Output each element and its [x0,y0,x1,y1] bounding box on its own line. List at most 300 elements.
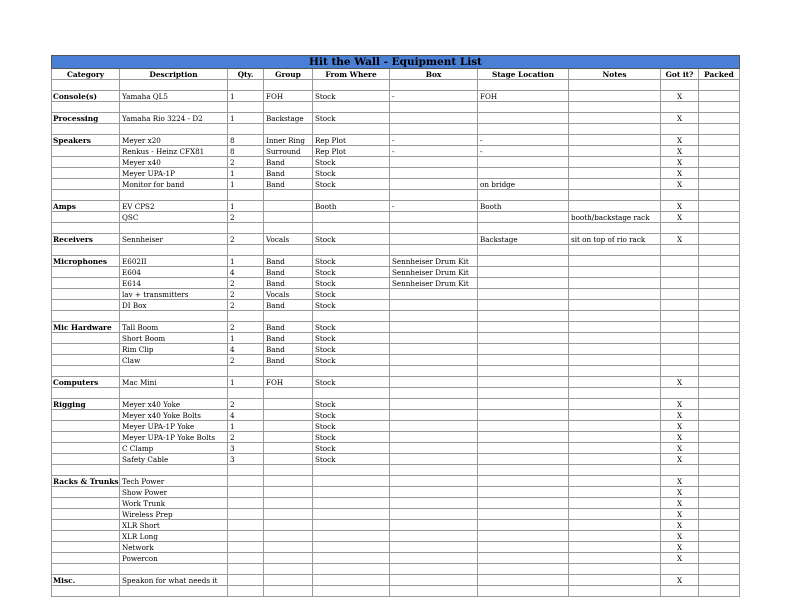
cell-category[interactable]: Speakers [52,135,120,146]
cell-description[interactable]: Meyer x40 Yoke Bolts [120,410,228,421]
cell-notes[interactable] [569,168,661,179]
cell-box[interactable] [390,113,478,124]
cell-group[interactable]: Band [264,256,313,267]
cell-got-it[interactable]: X [661,135,699,146]
cell-category[interactable] [52,542,120,553]
cell-notes[interactable] [569,322,661,333]
cell-stage-location[interactable] [478,553,569,564]
cell-got-it[interactable] [661,586,699,597]
cell-group[interactable]: Vocals [264,234,313,245]
cell-description[interactable]: Meyer UPA-1P Yoke Bolts [120,432,228,443]
cell-got-it[interactable]: X [661,91,699,102]
cell-from-where[interactable]: Stock [313,179,390,190]
cell-from-where[interactable] [313,366,390,377]
cell-notes[interactable] [569,432,661,443]
cell-qty[interactable]: 1 [228,201,264,212]
cell-packed[interactable] [699,333,740,344]
cell-from-where[interactable]: Stock [313,91,390,102]
cell-group[interactable] [264,124,313,135]
cell-from-where[interactable]: Stock [313,157,390,168]
cell-box[interactable] [390,377,478,388]
cell-notes[interactable] [569,487,661,498]
cell-group[interactable] [264,190,313,201]
cell-description[interactable] [120,564,228,575]
cell-category[interactable]: Mic Hardware [52,322,120,333]
cell-packed[interactable] [699,80,740,91]
cell-got-it[interactable]: X [661,168,699,179]
cell-got-it[interactable]: X [661,146,699,157]
cell-from-where[interactable] [313,388,390,399]
cell-from-where[interactable]: Stock [313,377,390,388]
cell-group[interactable] [264,102,313,113]
cell-notes[interactable] [569,223,661,234]
cell-stage-location[interactable] [478,124,569,135]
cell-qty[interactable] [228,102,264,113]
cell-category[interactable] [52,421,120,432]
cell-description[interactable]: EV CPS2 [120,201,228,212]
cell-category[interactable] [52,124,120,135]
cell-notes[interactable] [569,124,661,135]
cell-notes[interactable] [569,344,661,355]
cell-got-it[interactable] [661,256,699,267]
cell-group[interactable]: Vocals [264,289,313,300]
cell-group[interactable]: Band [264,157,313,168]
cell-description[interactable]: E614 [120,278,228,289]
cell-stage-location[interactable] [478,586,569,597]
cell-category[interactable]: Rigging [52,399,120,410]
cell-group[interactable] [264,366,313,377]
cell-category[interactable] [52,278,120,289]
cell-stage-location[interactable] [478,520,569,531]
cell-qty[interactable]: 4 [228,410,264,421]
cell-box[interactable] [390,520,478,531]
cell-notes[interactable] [569,267,661,278]
cell-got-it[interactable] [661,223,699,234]
cell-description[interactable] [120,388,228,399]
cell-group[interactable]: Band [264,333,313,344]
cell-qty[interactable] [228,586,264,597]
cell-packed[interactable] [699,443,740,454]
cell-qty[interactable]: 2 [228,278,264,289]
cell-from-where[interactable] [313,223,390,234]
cell-group[interactable] [264,575,313,586]
cell-notes[interactable] [569,476,661,487]
cell-got-it[interactable] [661,80,699,91]
cell-packed[interactable] [699,113,740,124]
cell-category[interactable] [52,487,120,498]
cell-group[interactable] [264,311,313,322]
cell-stage-location[interactable] [478,300,569,311]
cell-qty[interactable] [228,542,264,553]
cell-description[interactable]: Yamaha QL5 [120,91,228,102]
cell-category[interactable] [52,289,120,300]
cell-box[interactable] [390,322,478,333]
cell-from-where[interactable] [313,575,390,586]
cell-category[interactable] [52,520,120,531]
cell-stage-location[interactable] [478,498,569,509]
cell-from-where[interactable]: Stock [313,344,390,355]
cell-got-it[interactable] [661,344,699,355]
cell-packed[interactable] [699,520,740,531]
cell-notes[interactable] [569,564,661,575]
cell-box[interactable] [390,102,478,113]
cell-group[interactable] [264,586,313,597]
cell-from-where[interactable]: Stock [313,256,390,267]
cell-group[interactable] [264,443,313,454]
cell-qty[interactable]: 1 [228,333,264,344]
cell-box[interactable] [390,575,478,586]
cell-stage-location[interactable] [478,509,569,520]
cell-packed[interactable] [699,212,740,223]
cell-packed[interactable] [699,223,740,234]
cell-box[interactable] [390,465,478,476]
cell-packed[interactable] [699,289,740,300]
cell-category[interactable] [52,454,120,465]
cell-description[interactable]: Short Boom [120,333,228,344]
cell-qty[interactable]: 2 [228,399,264,410]
cell-from-where[interactable] [313,553,390,564]
cell-qty[interactable]: 1 [228,256,264,267]
cell-box[interactable] [390,564,478,575]
cell-notes[interactable] [569,245,661,256]
cell-category[interactable] [52,245,120,256]
cell-stage-location[interactable] [478,531,569,542]
cell-stage-location[interactable] [478,289,569,300]
cell-description[interactable]: lav + transmitters [120,289,228,300]
cell-category[interactable] [52,223,120,234]
cell-got-it[interactable]: X [661,487,699,498]
cell-got-it[interactable]: X [661,476,699,487]
cell-category[interactable] [52,267,120,278]
cell-qty[interactable]: 1 [228,113,264,124]
cell-packed[interactable] [699,399,740,410]
cell-description[interactable]: Work Trunk [120,498,228,509]
cell-box[interactable] [390,289,478,300]
cell-from-where[interactable] [313,465,390,476]
cell-box[interactable] [390,476,478,487]
cell-got-it[interactable] [661,190,699,201]
cell-qty[interactable]: 1 [228,168,264,179]
cell-notes[interactable] [569,91,661,102]
cell-description[interactable] [120,311,228,322]
cell-box[interactable]: - [390,201,478,212]
cell-packed[interactable] [699,157,740,168]
cell-box[interactable] [390,157,478,168]
cell-notes[interactable] [569,454,661,465]
cell-group[interactable]: FOH [264,377,313,388]
cell-notes[interactable] [569,421,661,432]
cell-box[interactable] [390,168,478,179]
cell-group[interactable] [264,223,313,234]
cell-category[interactable] [52,355,120,366]
cell-stage-location[interactable]: FOH [478,91,569,102]
cell-group[interactable] [264,553,313,564]
cell-group[interactable] [264,399,313,410]
cell-category[interactable] [52,168,120,179]
cell-group[interactable]: Band [264,278,313,289]
cell-description[interactable]: Show Power [120,487,228,498]
cell-packed[interactable] [699,366,740,377]
cell-packed[interactable] [699,267,740,278]
cell-got-it[interactable]: X [661,520,699,531]
cell-group[interactable]: Band [264,179,313,190]
cell-from-where[interactable]: Stock [313,355,390,366]
cell-notes[interactable] [569,300,661,311]
cell-category[interactable] [52,388,120,399]
cell-got-it[interactable]: X [661,553,699,564]
cell-stage-location[interactable] [478,322,569,333]
cell-qty[interactable]: 2 [228,355,264,366]
cell-category[interactable] [52,443,120,454]
cell-got-it[interactable] [661,267,699,278]
cell-qty[interactable] [228,553,264,564]
cell-qty[interactable] [228,575,264,586]
cell-stage-location[interactable] [478,256,569,267]
cell-description[interactable] [120,245,228,256]
cell-qty[interactable]: 4 [228,267,264,278]
cell-notes[interactable] [569,498,661,509]
cell-got-it[interactable]: X [661,113,699,124]
cell-stage-location[interactable] [478,333,569,344]
cell-got-it[interactable] [661,333,699,344]
cell-notes[interactable] [569,586,661,597]
cell-packed[interactable] [699,234,740,245]
cell-description[interactable]: Meyer x20 [120,135,228,146]
cell-box[interactable] [390,531,478,542]
cell-from-where[interactable] [313,476,390,487]
cell-qty[interactable] [228,476,264,487]
cell-group[interactable]: FOH [264,91,313,102]
cell-box[interactable] [390,443,478,454]
cell-group[interactable] [264,498,313,509]
cell-stage-location[interactable] [478,487,569,498]
cell-packed[interactable] [699,531,740,542]
cell-notes[interactable] [569,366,661,377]
cell-qty[interactable] [228,564,264,575]
cell-packed[interactable] [699,586,740,597]
cell-qty[interactable] [228,509,264,520]
cell-packed[interactable] [699,487,740,498]
cell-stage-location[interactable] [478,278,569,289]
cell-group[interactable]: Band [264,355,313,366]
cell-category[interactable]: Processing [52,113,120,124]
cell-qty[interactable] [228,465,264,476]
cell-notes[interactable] [569,443,661,454]
cell-stage-location[interactable] [478,113,569,124]
cell-group[interactable] [264,388,313,399]
cell-from-where[interactable]: Stock [313,454,390,465]
cell-stage-location[interactable]: on bridge [478,179,569,190]
cell-stage-location[interactable] [478,223,569,234]
cell-notes[interactable] [569,179,661,190]
cell-stage-location[interactable] [478,366,569,377]
cell-packed[interactable] [699,553,740,564]
cell-qty[interactable]: 8 [228,146,264,157]
cell-notes[interactable] [569,531,661,542]
cell-qty[interactable]: 3 [228,454,264,465]
cell-description[interactable]: Tech Power [120,476,228,487]
cell-from-where[interactable]: Stock [313,443,390,454]
cell-description[interactable] [120,124,228,135]
cell-category[interactable] [52,157,120,168]
cell-notes[interactable] [569,289,661,300]
cell-group[interactable]: Band [264,267,313,278]
cell-got-it[interactable]: X [661,542,699,553]
cell-stage-location[interactable]: - [478,146,569,157]
cell-got-it[interactable]: X [661,157,699,168]
cell-box[interactable] [390,553,478,564]
cell-notes[interactable] [569,542,661,553]
cell-packed[interactable] [699,124,740,135]
cell-description[interactable]: E602II [120,256,228,267]
cell-description[interactable] [120,586,228,597]
cell-from-where[interactable] [313,531,390,542]
cell-box[interactable] [390,509,478,520]
cell-got-it[interactable] [661,355,699,366]
cell-description[interactable]: Speakon for what needs it [120,575,228,586]
cell-notes[interactable] [569,509,661,520]
cell-from-where[interactable] [313,102,390,113]
cell-notes[interactable] [569,135,661,146]
cell-packed[interactable] [699,256,740,267]
cell-category[interactable] [52,190,120,201]
cell-notes[interactable] [569,157,661,168]
cell-qty[interactable]: 2 [228,234,264,245]
cell-group[interactable] [264,465,313,476]
cell-group[interactable]: Backstage [264,113,313,124]
cell-stage-location[interactable] [478,311,569,322]
cell-qty[interactable] [228,245,264,256]
cell-got-it[interactable] [661,322,699,333]
cell-description[interactable]: Claw [120,355,228,366]
cell-notes[interactable] [569,355,661,366]
cell-stage-location[interactable] [478,80,569,91]
cell-description[interactable]: Powercon [120,553,228,564]
cell-from-where[interactable]: Rep Plot [313,135,390,146]
cell-packed[interactable] [699,355,740,366]
cell-notes[interactable] [569,399,661,410]
cell-category[interactable] [52,333,120,344]
cell-qty[interactable] [228,124,264,135]
cell-qty[interactable]: 1 [228,91,264,102]
cell-box[interactable] [390,344,478,355]
cell-from-where[interactable] [313,487,390,498]
cell-description[interactable]: Monitor for band [120,179,228,190]
cell-category[interactable] [52,311,120,322]
cell-stage-location[interactable] [478,212,569,223]
cell-box[interactable] [390,311,478,322]
cell-got-it[interactable] [661,289,699,300]
cell-stage-location[interactable] [478,377,569,388]
cell-stage-location[interactable] [478,564,569,575]
cell-packed[interactable] [699,168,740,179]
cell-category[interactable]: Microphones [52,256,120,267]
cell-qty[interactable]: 1 [228,377,264,388]
cell-got-it[interactable]: X [661,234,699,245]
cell-box[interactable] [390,432,478,443]
cell-stage-location[interactable] [478,476,569,487]
cell-category[interactable] [52,366,120,377]
cell-box[interactable]: - [390,146,478,157]
cell-category[interactable] [52,498,120,509]
cell-group[interactable] [264,476,313,487]
cell-description[interactable]: XLR Short [120,520,228,531]
cell-box[interactable]: Sennheiser Drum Kit [390,256,478,267]
cell-from-where[interactable]: Stock [313,333,390,344]
cell-qty[interactable] [228,487,264,498]
cell-qty[interactable]: 3 [228,443,264,454]
cell-from-where[interactable] [313,542,390,553]
cell-description[interactable]: Wireless Prep [120,509,228,520]
cell-box[interactable] [390,366,478,377]
cell-got-it[interactable] [661,124,699,135]
cell-from-where[interactable] [313,190,390,201]
cell-packed[interactable] [699,146,740,157]
cell-from-where[interactable]: Stock [313,289,390,300]
cell-notes[interactable] [569,465,661,476]
cell-category[interactable] [52,410,120,421]
cell-description[interactable]: Yamaha Rio 3224 - D2 [120,113,228,124]
cell-got-it[interactable]: X [661,410,699,421]
cell-category[interactable] [52,344,120,355]
cell-packed[interactable] [699,278,740,289]
cell-stage-location[interactable] [478,410,569,421]
cell-from-where[interactable]: Stock [313,234,390,245]
cell-got-it[interactable]: X [661,421,699,432]
cell-packed[interactable] [699,245,740,256]
cell-got-it[interactable]: X [661,531,699,542]
cell-box[interactable] [390,124,478,135]
cell-notes[interactable] [569,377,661,388]
cell-packed[interactable] [699,575,740,586]
cell-group[interactable] [264,454,313,465]
cell-description[interactable]: XLR Long [120,531,228,542]
cell-from-where[interactable] [313,498,390,509]
cell-packed[interactable] [699,135,740,146]
cell-packed[interactable] [699,454,740,465]
cell-group[interactable]: Surround [264,146,313,157]
cell-qty[interactable]: 2 [228,212,264,223]
cell-box[interactable]: Sennheiser Drum Kit [390,267,478,278]
cell-box[interactable] [390,80,478,91]
cell-category[interactable] [52,509,120,520]
cell-packed[interactable] [699,476,740,487]
cell-stage-location[interactable] [478,465,569,476]
cell-description[interactable] [120,190,228,201]
cell-box[interactable] [390,421,478,432]
cell-group[interactable]: Band [264,168,313,179]
cell-from-where[interactable]: Stock [313,399,390,410]
cell-from-where[interactable] [313,124,390,135]
cell-from-where[interactable]: Stock [313,410,390,421]
cell-packed[interactable] [699,322,740,333]
cell-notes[interactable] [569,520,661,531]
cell-description[interactable]: Sennheiser [120,234,228,245]
cell-description[interactable]: Rim Clip [120,344,228,355]
cell-box[interactable] [390,179,478,190]
cell-group[interactable] [264,542,313,553]
cell-description[interactable]: Mac Mini [120,377,228,388]
cell-stage-location[interactable] [478,157,569,168]
cell-got-it[interactable]: X [661,443,699,454]
cell-packed[interactable] [699,432,740,443]
cell-stage-location[interactable] [478,355,569,366]
cell-from-where[interactable]: Stock [313,168,390,179]
cell-description[interactable]: Safety Cable [120,454,228,465]
cell-description[interactable] [120,366,228,377]
cell-notes[interactable] [569,113,661,124]
cell-from-where[interactable]: Booth [313,201,390,212]
